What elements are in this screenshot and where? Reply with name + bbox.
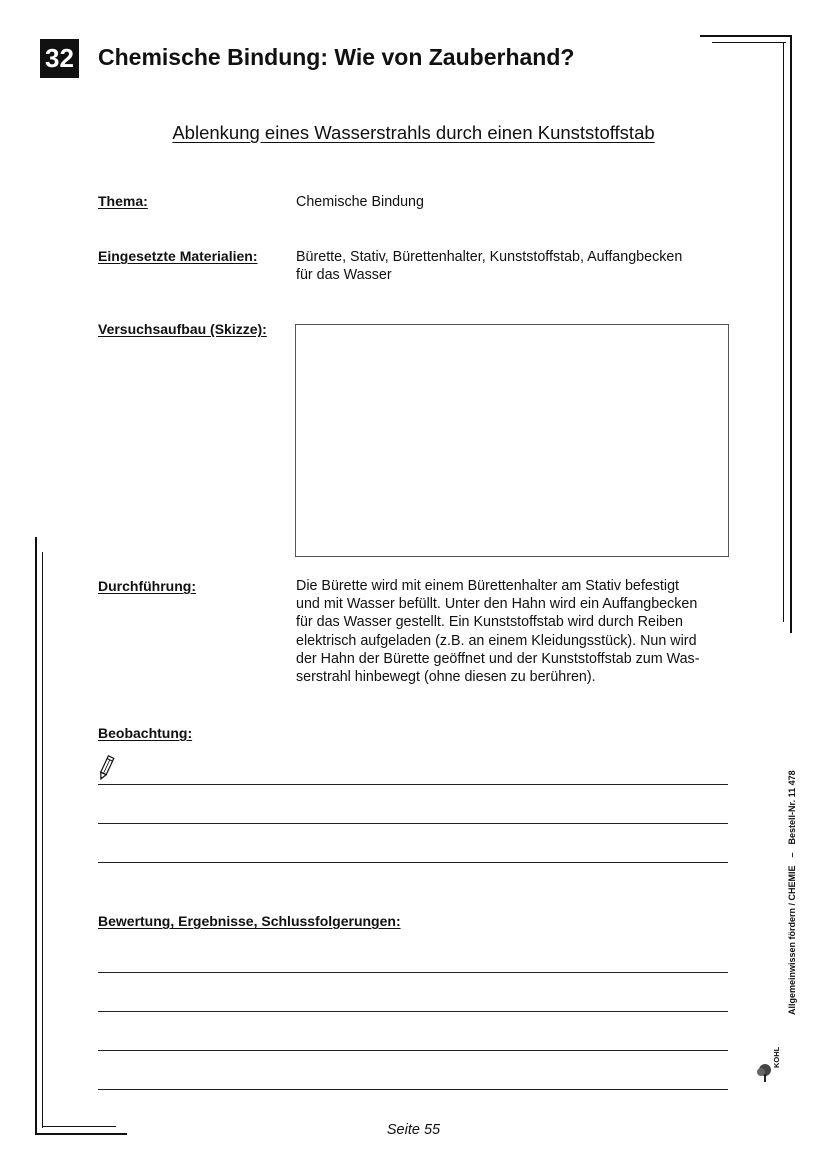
frame-left-line-outer xyxy=(35,537,37,1135)
page-title: Chemische Bindung: Wie von Zauberhand? xyxy=(98,44,575,70)
durchfuehrung-label: Durchführung: xyxy=(98,578,196,594)
beobachtung-writing-line[interactable] xyxy=(98,823,728,824)
beobachtung-writing-line[interactable] xyxy=(98,862,728,863)
materialien-label: Eingesetzte Materialien: xyxy=(98,248,258,264)
materialien-value xyxy=(296,248,732,284)
durchfuehrung-line: Die Bürette wird mit einem Bürettenhalter am Stativ befestigt xyxy=(296,578,680,594)
durchfuehrung-line: und mit Wasser befüllt. Unter den Hahn wird ein Auffangbecken xyxy=(296,596,698,613)
bewertung-writing-line[interactable] xyxy=(98,1011,728,1012)
page-number: Seite 55 xyxy=(386,1122,441,1138)
durchfuehrung-line: elektrisch aufgeladen (z.B. an einem Kleidungsstück). Nun wird xyxy=(296,632,697,649)
durchfuehrung-text xyxy=(296,577,732,686)
materialien-line: Bürette, Stativ, Bürettenhalter, Kunststoffstab, Auffangbecken xyxy=(296,249,683,265)
sidebar-order-number: Bestell-Nr. 11 478 xyxy=(787,770,797,845)
publisher-name: KOHL xyxy=(772,1046,781,1068)
frame-top-line-inner xyxy=(712,42,786,43)
thema-label: Thema: xyxy=(98,193,148,209)
durchfuehrung-line: serstrahl hinbewegt (ohne diesen zu berühren). xyxy=(296,669,596,686)
sidebar-dash: – xyxy=(787,852,797,858)
frame-top-line-outer xyxy=(700,35,792,37)
experiment-subtitle xyxy=(0,122,827,144)
sketch-drawing-area[interactable] xyxy=(295,324,729,557)
worksheet-number-badge: 32 xyxy=(40,39,79,78)
sidebar-publication-info xyxy=(787,762,797,1015)
materialien-line: für das Wasser xyxy=(296,267,392,284)
pencil-icon xyxy=(97,754,115,782)
versuchsaufbau-label: Versuchsaufbau (Skizze): xyxy=(98,321,267,337)
beobachtung-writing-line[interactable] xyxy=(98,784,728,785)
frame-left-line-inner xyxy=(42,552,43,1128)
sidebar-book-title: Allgemeinwissen fördern / CHEMIE xyxy=(787,865,797,1015)
thema-value: Chemische Bindung xyxy=(296,194,424,210)
bewertung-writing-line[interactable] xyxy=(98,972,728,973)
bewertung-writing-line[interactable] xyxy=(98,1089,728,1090)
beobachtung-label: Beobachtung: xyxy=(98,725,193,741)
durchfuehrung-line: der Hahn der Bürette geöffnet und der Kunststoffstab zum Was- xyxy=(296,650,700,667)
bewertung-label: Bewertung, Ergebnisse, Schlussfolgerungen: xyxy=(98,913,401,929)
durchfuehrung-line: für das Wasser gestellt. Ein Kunststoffstab wird durch Reiben xyxy=(296,614,683,631)
bewertung-writing-line[interactable] xyxy=(98,1050,728,1051)
experiment-subtitle-text: Ablenkung eines Wasserstrahls durch einen Kunststoffstab xyxy=(172,122,655,143)
